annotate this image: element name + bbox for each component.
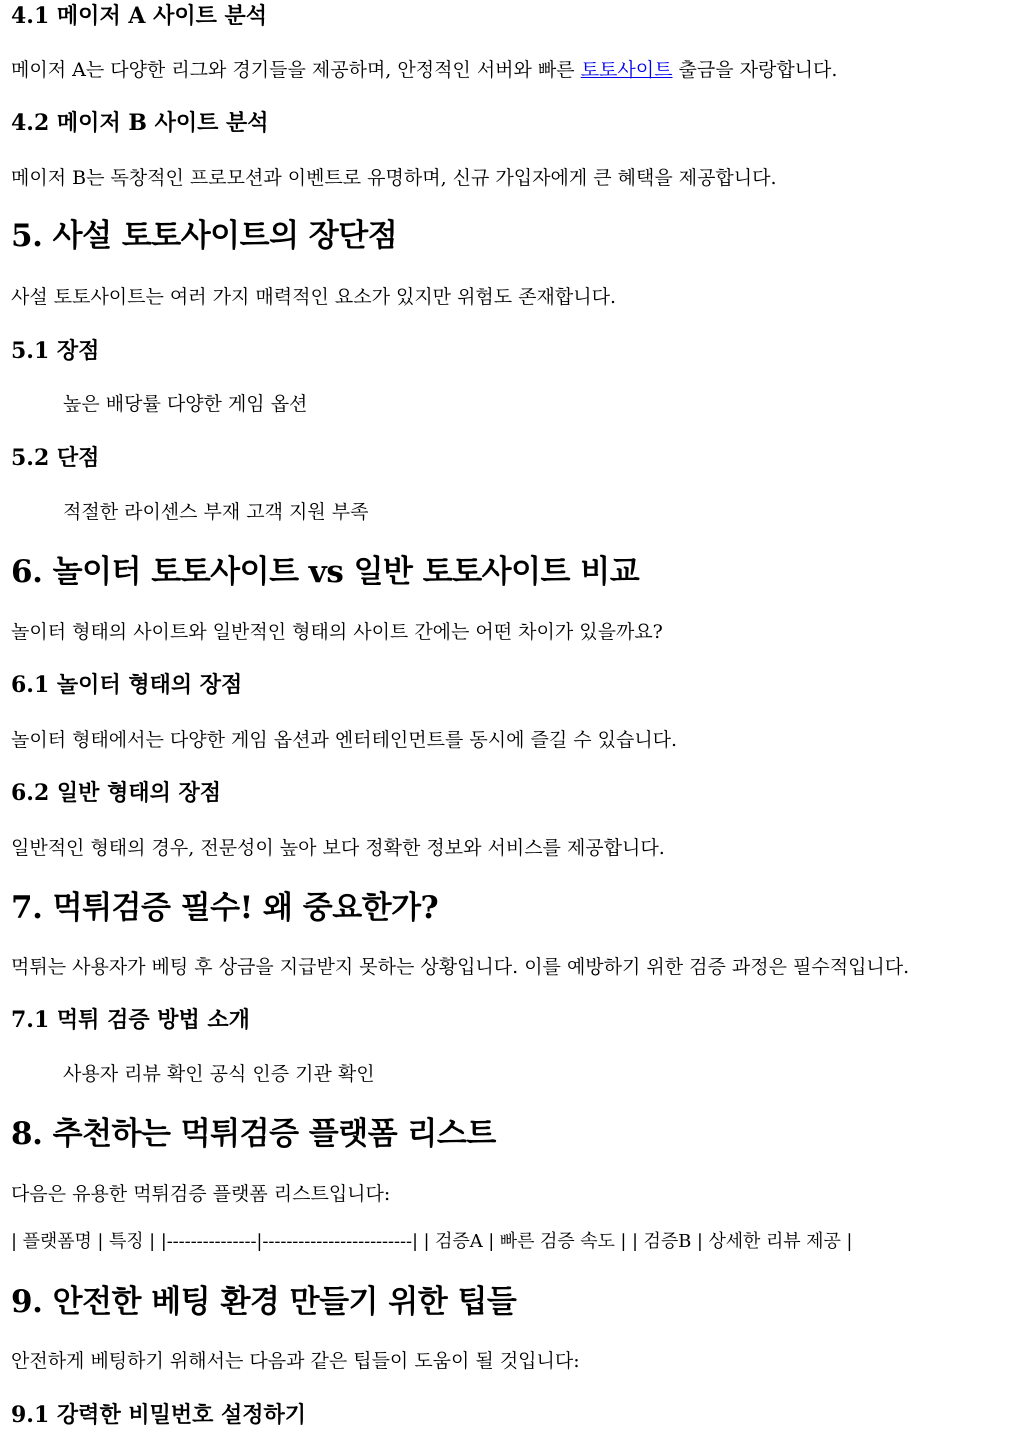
heading-5-1: 5.1 장점 — [11, 338, 100, 364]
heading-6: 6. 놀이터 토토사이트 vs 일반 토토사이트 비교 — [11, 554, 640, 590]
paragraph-9: 안전하게 베팅하기 위해서는 다음과 같은 팁들이 도움이 될 것입니다: — [11, 1350, 580, 1372]
toto-site-link[interactable]: 토토사이트 — [580, 59, 673, 81]
paragraph-4-2: 메이저 B는 독창적인 프로모션과 이벤트로 유명하며, 신규 가입자에게 큰 혜택을 제공합니다. — [11, 167, 777, 189]
paragraph-4-1 — [11, 57, 837, 83]
heading-8: 8. 추천하는 먹튀검증 플랫폼 리스트 — [11, 1116, 496, 1152]
platform-table-text: | 플랫폼명 | 특징 | |---------------|-------------------------| | 검증A | 빠른 검증 속도 | | 검증B | 상세한 리뷰 제공 | — [11, 1231, 853, 1252]
heading-6-2: 6.2 일반 형태의 장점 — [11, 780, 222, 806]
heading-7: 7. 먹튀검증 필수! 왜 중요한가? — [11, 890, 439, 926]
heading-9: 9. 안전한 베팅 환경 만들기 위한 팁들 — [11, 1284, 517, 1320]
heading-7-1: 7.1 먹튀 검증 방법 소개 — [11, 1007, 250, 1033]
paragraph-text: 출금을 자랑합니다. — [672, 59, 838, 81]
pros-quote: 높은 배당률 다양한 게임 옵션 — [63, 393, 308, 415]
verification-methods-quote: 사용자 리뷰 확인 공식 인증 기관 확인 — [63, 1063, 375, 1085]
paragraph-8: 다음은 유용한 먹튀검증 플랫폼 리스트입니다: — [11, 1183, 391, 1205]
heading-9-1: 9.1 강력한 비밀번호 설정하기 — [11, 1402, 307, 1428]
paragraph-6: 놀이터 형태의 사이트와 일반적인 형태의 사이트 간에는 어떤 차이가 있을까요? — [11, 621, 663, 643]
heading-5-2: 5.2 단점 — [11, 445, 100, 471]
paragraph-6-1: 놀이터 형태에서는 다양한 게임 옵션과 엔터테인먼트를 동시에 즐길 수 있습니다. — [11, 729, 678, 751]
heading-4-2: 4.2 메이저 B 사이트 분석 — [11, 110, 269, 136]
paragraph-6-2: 일반적인 형태의 경우, 전문성이 높아 보다 정확한 정보와 서비스를 제공합니다. — [11, 837, 665, 859]
paragraph-5: 사설 토토사이트는 여러 가지 매력적인 요소가 있지만 위험도 존재합니다. — [11, 286, 616, 308]
cons-quote: 적절한 라이센스 부재 고객 지원 부족 — [63, 501, 369, 523]
heading-4-1: 4.1 메이저 A 사이트 분석 — [11, 3, 267, 29]
heading-5: 5. 사설 토토사이트의 장단점 — [11, 218, 398, 254]
paragraph-7: 먹튀는 사용자가 베팅 후 상금을 지급받지 못하는 상황입니다. 이를 예방하기 위한 검증 과정은 필수적입니다. — [11, 956, 910, 978]
heading-6-1: 6.1 놀이터 형태의 장점 — [11, 672, 243, 698]
paragraph-text: 메이저 A는 다양한 리그와 경기들을 제공하며, 안정적인 서버와 빠른 — [11, 59, 581, 81]
